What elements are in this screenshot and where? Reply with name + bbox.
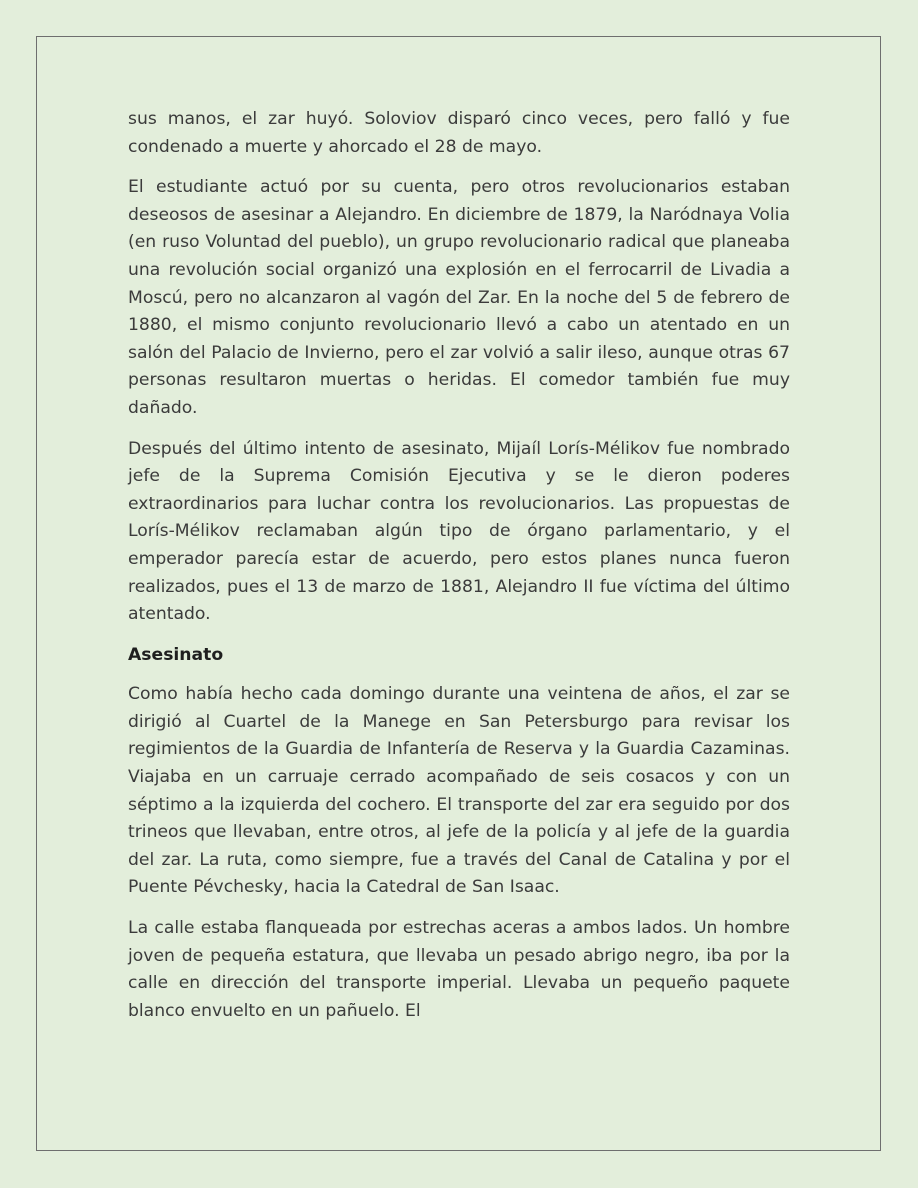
paragraph-loris-melikov: Después del último intento de asesinato, Mijaíl Lorís-Mélikov fue nombrado jefe de la Suprema Comisión Ejecutiva y se le dieron poderes extraordinarios para luchar contra los revolucionarios. Las propuestas de Lorís-Mélikov reclamaban algún tipo de órgano parlamentario, y el emperador parecía estar de acuerdo, pero estos planes nunca fueron realizados, pues el 13 de marzo de 1881, Alejandro II fue víctima del último atentado.	[128, 438, 790, 625]
paragraph-route: Como había hecho cada domingo durante una veintena de años, el zar se dirigió al Cuartel de la Manege en San Petersburgo para revisar los regimientos de la Guardia de Infantería de Reserva y la Guardia Cazaminas. Viajaba en un carruaje cerrado acompañado de seis cosacos y con un séptimo a la izquierda del cochero. El transporte del zar era seguido por dos trineos que llevaban, entre otros, al jefe de la policía y al jefe de la guardia del zar. La ruta, como siempre, fue a través del Canal de Catalina y por el Puente Pévchesky, hacia la Catedral de San Isaac.	[128, 684, 790, 898]
section-heading: Asesinato	[128, 644, 224, 665]
paragraph-soloviov: sus manos, el zar huyó. Soloviov disparó cinco veces, pero falló y fue condenado a muerte y ahorcado el 28 de mayo.	[128, 109, 790, 157]
document-body	[128, 106, 790, 1038]
paragraph-narodnaya-volia: El estudiante actuó por su cuenta, pero otros revolucionarios estaban deseosos de asesinar a Alejandro. En diciembre de 1879, la Naródnaya Volia (en ruso Voluntad del pueblo), un grupo revolucionario radical que planeaba una revolución social organizó una explosión en el ferrocarril de Livadia a Moscú, pero no alcanzaron al vagón del Zar. En la noche del 5 de febrero de 1880, el mismo conjunto revolucionario llevó a cabo un atentado en un salón del Palacio de Invierno, pero el zar volvió a salir ileso, aunque otras 67 personas resultaron muertas o heridas. El comedor también fue muy dañado.	[128, 177, 790, 418]
paragraph-street: La calle estaba flanqueada por estrechas aceras a ambos lados. Un hombre joven de pequeña estatura, que llevaba un pesado abrigo negro, iba por la calle en dirección del transporte imperial. Llevaba un pequeño paquete blanco envuelto en un pañuelo. El	[128, 918, 790, 1021]
